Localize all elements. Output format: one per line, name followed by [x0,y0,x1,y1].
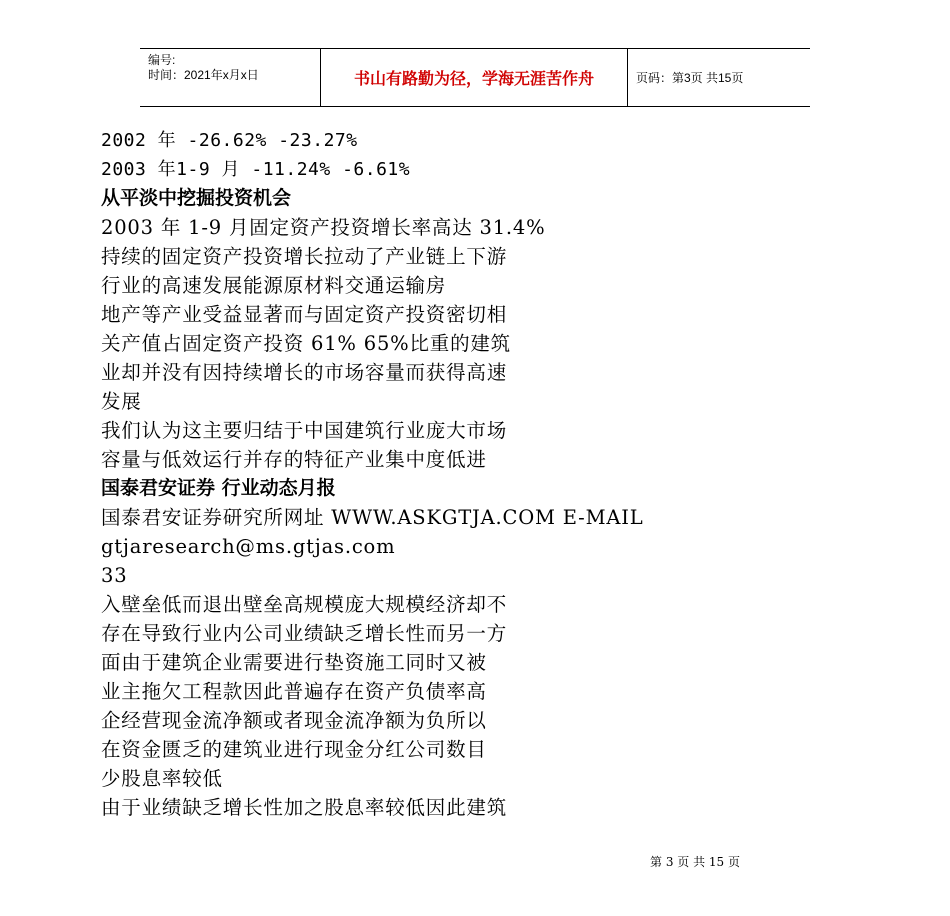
header-motto-cell [321,49,628,106]
body-text-line: 关产值占固定资产投资 61% 65%比重的建筑 [101,332,511,355]
body-text-line: 少股息率较低 [101,767,223,790]
page-footer: 第 3 页 共 15 页 [650,855,740,869]
body-text-line: 在资金匮乏的建筑业进行现金分红公司数目 [101,738,487,761]
document-body [101,126,701,822]
body-text-line: 国泰君安证券研究所网址 WWW.ASKGTJA.COM E-MAIL [101,506,644,529]
body-text-line: 由于业绩缺乏增长性加之股息率较低因此建筑 [101,796,508,819]
body-text-line: 2003 年1-9 月 -11.24% -6.61% [101,159,411,180]
body-text-line: 2002 年 -26.62% -23.27% [101,130,358,151]
body-text-line: gtjaresearch@ms.gtjas.com [101,535,396,558]
section-heading: 国泰君安证券 行业动态月报 [101,477,336,499]
header-page-number: 页码：第3页 共15页 [636,71,744,85]
body-text-line: 发展 [101,390,142,413]
document-header [140,48,810,107]
document-time-label: 时间：2021年x月x日 [148,68,259,82]
body-text-line: 2003 年 1-9 月固定资产投资增长率高达 31.4% [101,216,546,239]
header-motto: 书山有路勤为径，学海无涯苦作舟 [353,69,594,88]
header-page-cell [628,49,810,106]
body-text-line: 业却并没有因持续增长的市场容量而获得高速 [101,361,508,384]
document-number-label: 编号: [148,53,176,67]
body-text-line: 我们认为这主要归结于中国建筑行业庞大市场 [101,419,508,442]
body-text-line: 企经营现金流净额或者现金流净额为负所以 [101,709,487,732]
body-text-line: 33 [101,564,128,587]
body-text-line: 业主拖欠工程款因此普遍存在资产负债率高 [101,680,487,703]
body-text-line: 地产等产业受益显著而与固定资产投资密切相 [101,303,508,326]
header-meta-cell [140,49,321,106]
section-heading: 从平淡中挖掘投资机会 [101,187,292,209]
body-text-line: 容量与低效运行并存的特征产业集中度低进 [101,448,487,471]
body-text-line: 持续的固定资产投资增长拉动了产业链上下游 [101,245,508,268]
body-text-line: 存在导致行业内公司业绩缺乏增长性而另一方 [101,622,508,645]
body-text-line: 面由于建筑企业需要进行垫资施工同时又被 [101,651,487,674]
body-text-line: 行业的高速发展能源原材料交通运输房 [101,274,447,297]
body-text-line: 入壁垒低而退出壁垒高规模庞大规模经济却不 [101,593,508,616]
